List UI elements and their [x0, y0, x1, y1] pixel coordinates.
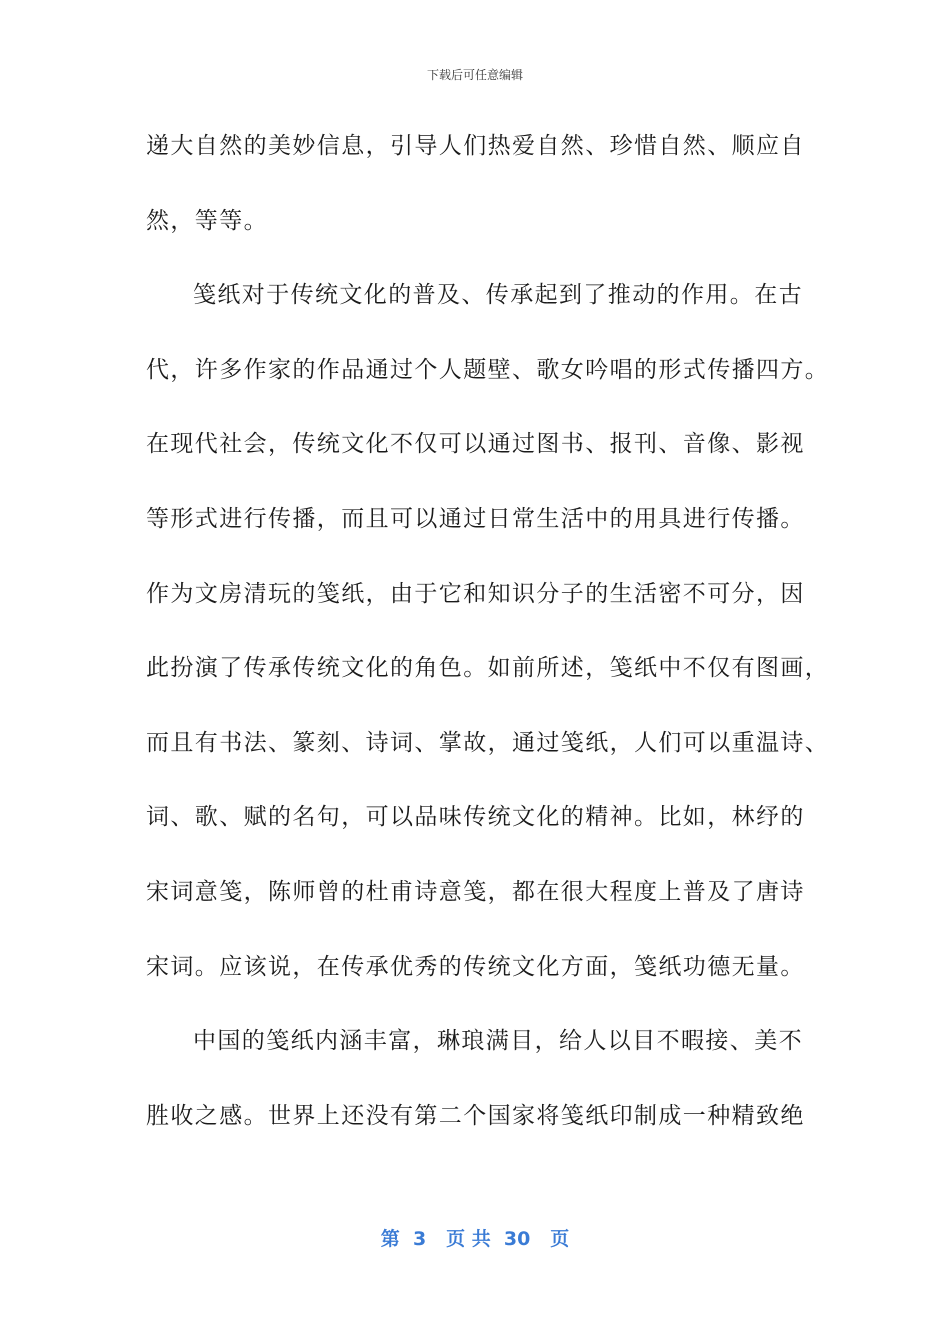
- text-line-2: 然，等等。: [146, 207, 268, 234]
- text-line-7: 作为文房清玩的笺纸，由于它和知识分子的生活密不可分，因: [146, 580, 805, 607]
- text-line-6: 等形式进行传播，而且可以通过日常生活中的用具进行传播。: [146, 505, 805, 532]
- text-line-8: 此扮演了传承传统文化的角色。如前所述，笺纸中不仅有图画，: [146, 655, 830, 682]
- text-line-12: 宋词。应该说，在传承优秀的传统文化方面，笺纸功德无量。: [146, 953, 805, 980]
- text-line-3: 笺纸对于传统文化的普及、传承起到了推动的作用。在古: [193, 282, 803, 309]
- page-number-footer: 第 3 页 共 30 页: [380, 1228, 570, 1250]
- text-line-1: 递大自然的美妙信息，引导人们热爱自然、珍惜自然、顺应自: [146, 133, 805, 159]
- document-body: [146, 121, 830, 1165]
- text-line-5: 在现代社会，传统文化不仅可以通过图书、报刊、音像、影视: [146, 431, 805, 458]
- text-line-11: 宋词意笺，陈师曾的杜甫诗意笺，都在很大程度上普及了唐诗: [146, 878, 805, 905]
- text-line-10: 词、歌、赋的名句，可以品味传统文化的精神。比如，林纾的: [146, 804, 805, 831]
- text-line-14: 胜收之感。世界上还没有第二个国家将笺纸印制成一种精致绝: [146, 1102, 805, 1129]
- text-line-4: 代，许多作家的作品通过个人题壁、歌女吟唱的形式传播四方。: [146, 356, 830, 383]
- text-line-13: 中国的笺纸内涵丰富，琳琅满目，给人以目不暇接、美不: [193, 1028, 803, 1055]
- text-line-9: 而且有书法、篆刻、诗词、掌故，通过笺纸，人们可以重温诗、: [146, 729, 830, 756]
- header-note: 下载后可任意编辑: [426, 68, 523, 82]
